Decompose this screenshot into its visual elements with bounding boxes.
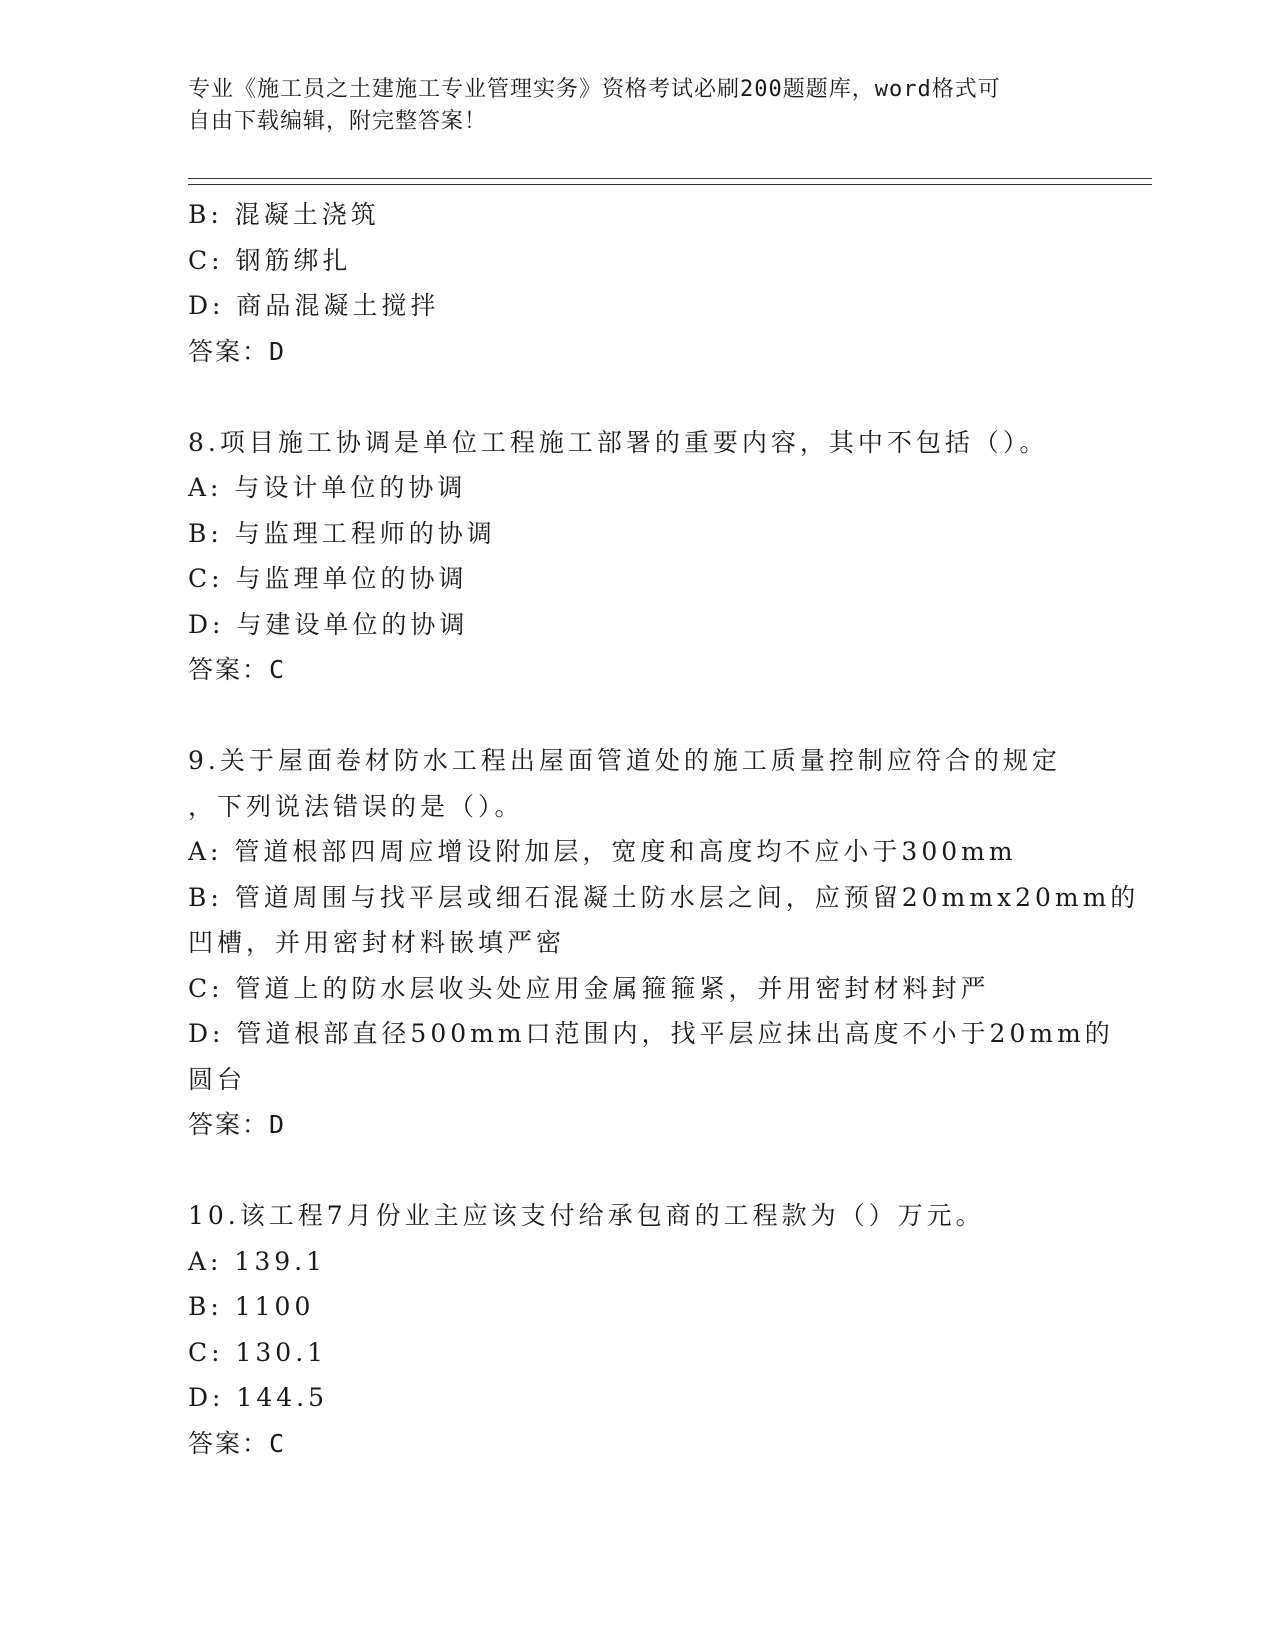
option-b-line-2: 凹槽，并用密封材料嵌填严密: [188, 928, 566, 957]
option-b: B: 与监理工程师的协调: [188, 518, 496, 548]
option-a: A: 与设计单位的协调: [188, 473, 467, 502]
question-9: [188, 738, 1140, 1148]
option-d: D: 与建设单位的协调: [188, 609, 469, 639]
option-b: B: 1100: [188, 1292, 315, 1321]
spacer: [188, 1148, 1088, 1194]
option-d-line-2: 圆台: [188, 1064, 247, 1094]
option-d: D: 商品混凝土搅拌: [188, 291, 440, 320]
option-c: C: 与监理单位的协调: [188, 564, 468, 593]
question-10: [188, 1193, 1088, 1466]
option-c: C: 管道上的防水层收头处应用金属箍箍紧，并用密封材料封严: [188, 973, 990, 1003]
document-header: [188, 74, 1088, 138]
answer: 答案：C: [188, 655, 287, 684]
question-stem-line-2: ，下列说法错误的是（）。: [188, 791, 524, 821]
question-stem-line-1: 9.关于屋面卷材防水工程出屋面管道处的施工质量控制应符合的规定: [188, 746, 1061, 775]
answer: 答案：D: [188, 1110, 287, 1139]
option-a: A: 139.1: [188, 1246, 326, 1276]
header-divider: [188, 178, 1152, 185]
spacer: [188, 693, 1088, 739]
question-8: [188, 420, 1088, 693]
option-c: C: 130.1: [188, 1337, 328, 1367]
option-c: C: 钢筋绑扎: [188, 245, 352, 275]
option-d: D: 144.5: [188, 1383, 328, 1412]
question-stem: 8.项目施工协调是单位工程施工部署的重要内容，其中不包括（）。: [188, 427, 1049, 457]
option-b-line-1: B: 管道周围与找平层或细石混凝土防水层之间，应预留20mmx20mm的: [188, 882, 1140, 912]
header-line-1: 专业《施工员之土建施工专业管理实务》资格考试必刷200题题库，word格式可: [188, 77, 1001, 102]
option-a: A: 管道根部四周应增设附加层，宽度和高度均不应小于300mm: [188, 837, 1017, 866]
spacer: [188, 374, 1088, 420]
question-stem: 10.该工程7月份业主应该支付给承包商的工程款为（）万元。: [188, 1201, 985, 1230]
question-list: [188, 192, 1140, 1466]
answer: 答案：D: [188, 336, 287, 366]
answer: 答案：C: [188, 1428, 287, 1458]
option-b: B: 混凝土浇筑: [188, 200, 380, 229]
question-7-tail: [188, 192, 1088, 374]
option-d-line-1: D: 管道根部直径500mm口范围内，找平层应抹出高度不小于20mm的: [188, 1019, 1114, 1048]
header-line-2: 自由下载编辑，附完整答案！: [188, 109, 488, 134]
